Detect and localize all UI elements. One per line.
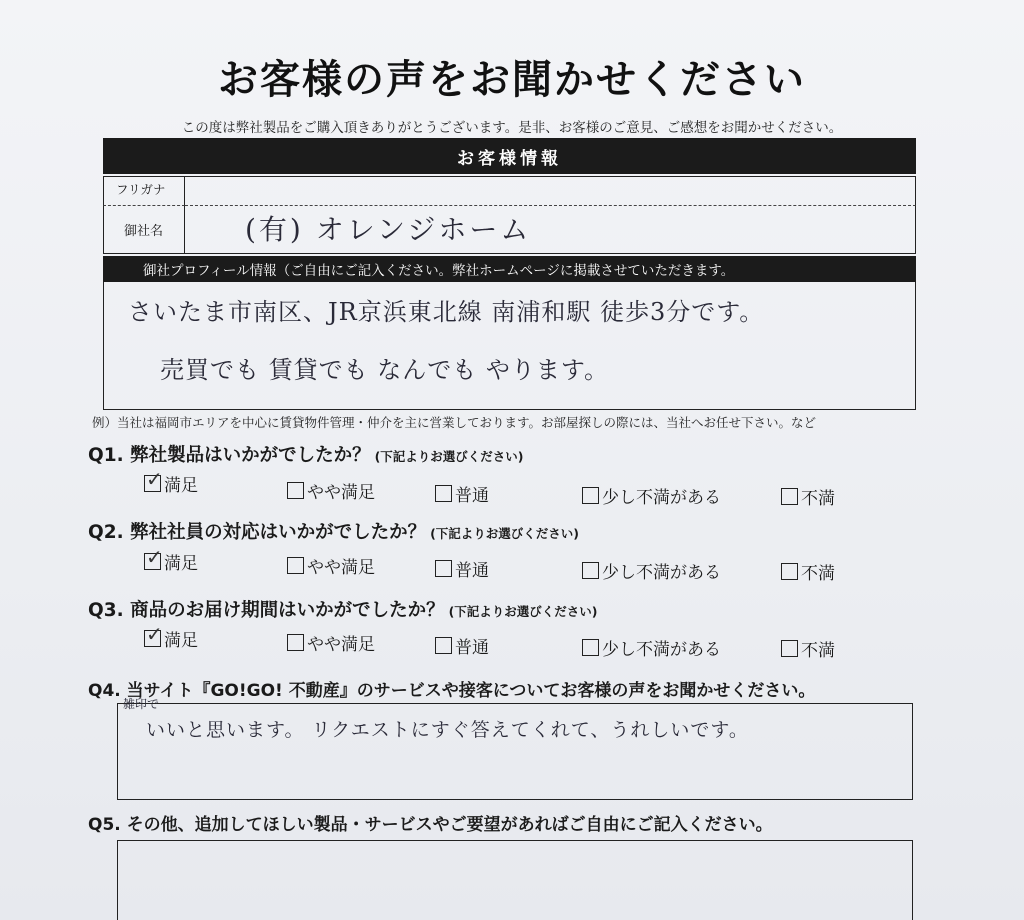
- checkbox-icon: [582, 487, 599, 504]
- q1-option-satisfied[interactable]: ✓ 満足: [146, 467, 198, 496]
- profile-text-line-1: さいたま市南区、JR京浜東北線 南浦和駅 徒歩3分です。: [128, 298, 765, 326]
- q3-option-dissatisfied[interactable]: 不満: [781, 636, 835, 661]
- q1-hint: (下記よりお選びください): [374, 449, 524, 464]
- company-name-label: 御社名: [103, 206, 185, 254]
- q1-option-somewhat-satisfied[interactable]: やや満足: [287, 478, 375, 503]
- q3-option-somewhat-dissatisfied[interactable]: 少し不満がある: [582, 635, 721, 660]
- profile-text-line-2: 売買でも 賃貸でも なんでも やります。: [160, 356, 609, 384]
- q2-hint: (下記よりお選びください): [430, 526, 580, 541]
- q2-option-somewhat-dissatisfied[interactable]: 少し不満がある: [582, 558, 721, 583]
- q3-option-neutral[interactable]: 普通: [435, 633, 489, 658]
- checkbox-icon: [582, 639, 599, 656]
- customer-info-header: お客様情報: [103, 138, 916, 174]
- checkbox-icon: [287, 634, 304, 651]
- q1-option-neutral[interactable]: 普通: [435, 481, 489, 506]
- q3-option-somewhat-satisfied[interactable]: やや満足: [287, 630, 375, 655]
- check-mark-icon: ✓: [146, 467, 163, 491]
- checkbox-icon: [781, 563, 798, 580]
- q1-title: Q1. 弊社製品はいかがでしたか？ (下記よりお選びください): [88, 445, 524, 466]
- q2-option-somewhat-satisfied[interactable]: やや満足: [287, 553, 375, 578]
- check-mark-icon: ✓: [146, 545, 163, 569]
- q4-note: 雑印で: [123, 697, 160, 711]
- profile-header: 御社プロフィール情報（ご自由にご記入ください。弊社ホームページに掲載させていただきます。: [103, 256, 916, 282]
- q3-option-satisfied[interactable]: ✓ 満足: [146, 622, 198, 651]
- q5-title: Q5. その他、追加してほしい製品・サービスやご要望があればご自由にご記入ください。: [88, 815, 773, 835]
- checkbox-icon: [435, 485, 452, 502]
- q3-title: Q3. 商品のお届け期間はいかがでしたか？ (下記よりお選びください): [88, 600, 598, 621]
- checkbox-icon: [144, 545, 163, 570]
- checkbox-icon: [781, 640, 798, 657]
- company-name-value: (有) オレンジホーム: [245, 213, 532, 246]
- q2-option-dissatisfied[interactable]: 不満: [781, 559, 835, 584]
- furigana-label: フリガナ: [103, 176, 185, 206]
- checkbox-icon: [582, 562, 599, 579]
- q3-hint: (下記よりお選びください): [448, 604, 598, 619]
- q2-option-neutral[interactable]: 普通: [435, 556, 489, 581]
- checkbox-icon: [287, 482, 304, 499]
- checkbox-icon: [435, 560, 452, 577]
- form-title: お客様の声をお聞かせください: [218, 57, 806, 103]
- form-subtitle: この度は弊社製品をご購入頂きありがとうございます。是非、お客様のご意見、ご感想をお聞かせください。: [181, 120, 843, 136]
- checkbox-icon: [287, 557, 304, 574]
- furigana-field[interactable]: [185, 176, 916, 206]
- q5-answer-field[interactable]: [117, 840, 913, 920]
- q1-option-dissatisfied[interactable]: 不満: [781, 484, 835, 509]
- checkbox-icon: [144, 622, 163, 647]
- check-mark-icon: ✓: [146, 622, 163, 646]
- q2-option-satisfied[interactable]: ✓ 満足: [146, 545, 198, 574]
- q4-answer-text: いいと思います。 リクエストにすぐ答えてくれて、うれしいです。: [146, 719, 749, 741]
- checkbox-icon: [144, 467, 163, 492]
- q1-option-somewhat-dissatisfied[interactable]: 少し不満がある: [582, 483, 721, 508]
- checkbox-icon: [435, 637, 452, 654]
- q4-title: Q4. 当サイト『GO!GO! 不動産』のサービスや接客についてお客様の声をお聞かせください。: [88, 681, 816, 701]
- checkbox-icon: [781, 488, 798, 505]
- profile-example-text: 例）当社は福岡市エリアを中心に賃貸物件管理・仲介を主に営業しております。お部屋探しの際には、当社へお任せ下さい。など: [92, 415, 817, 430]
- q2-title: Q2. 弊社社員の対応はいかがでしたか？ (下記よりお選びください): [88, 522, 580, 543]
